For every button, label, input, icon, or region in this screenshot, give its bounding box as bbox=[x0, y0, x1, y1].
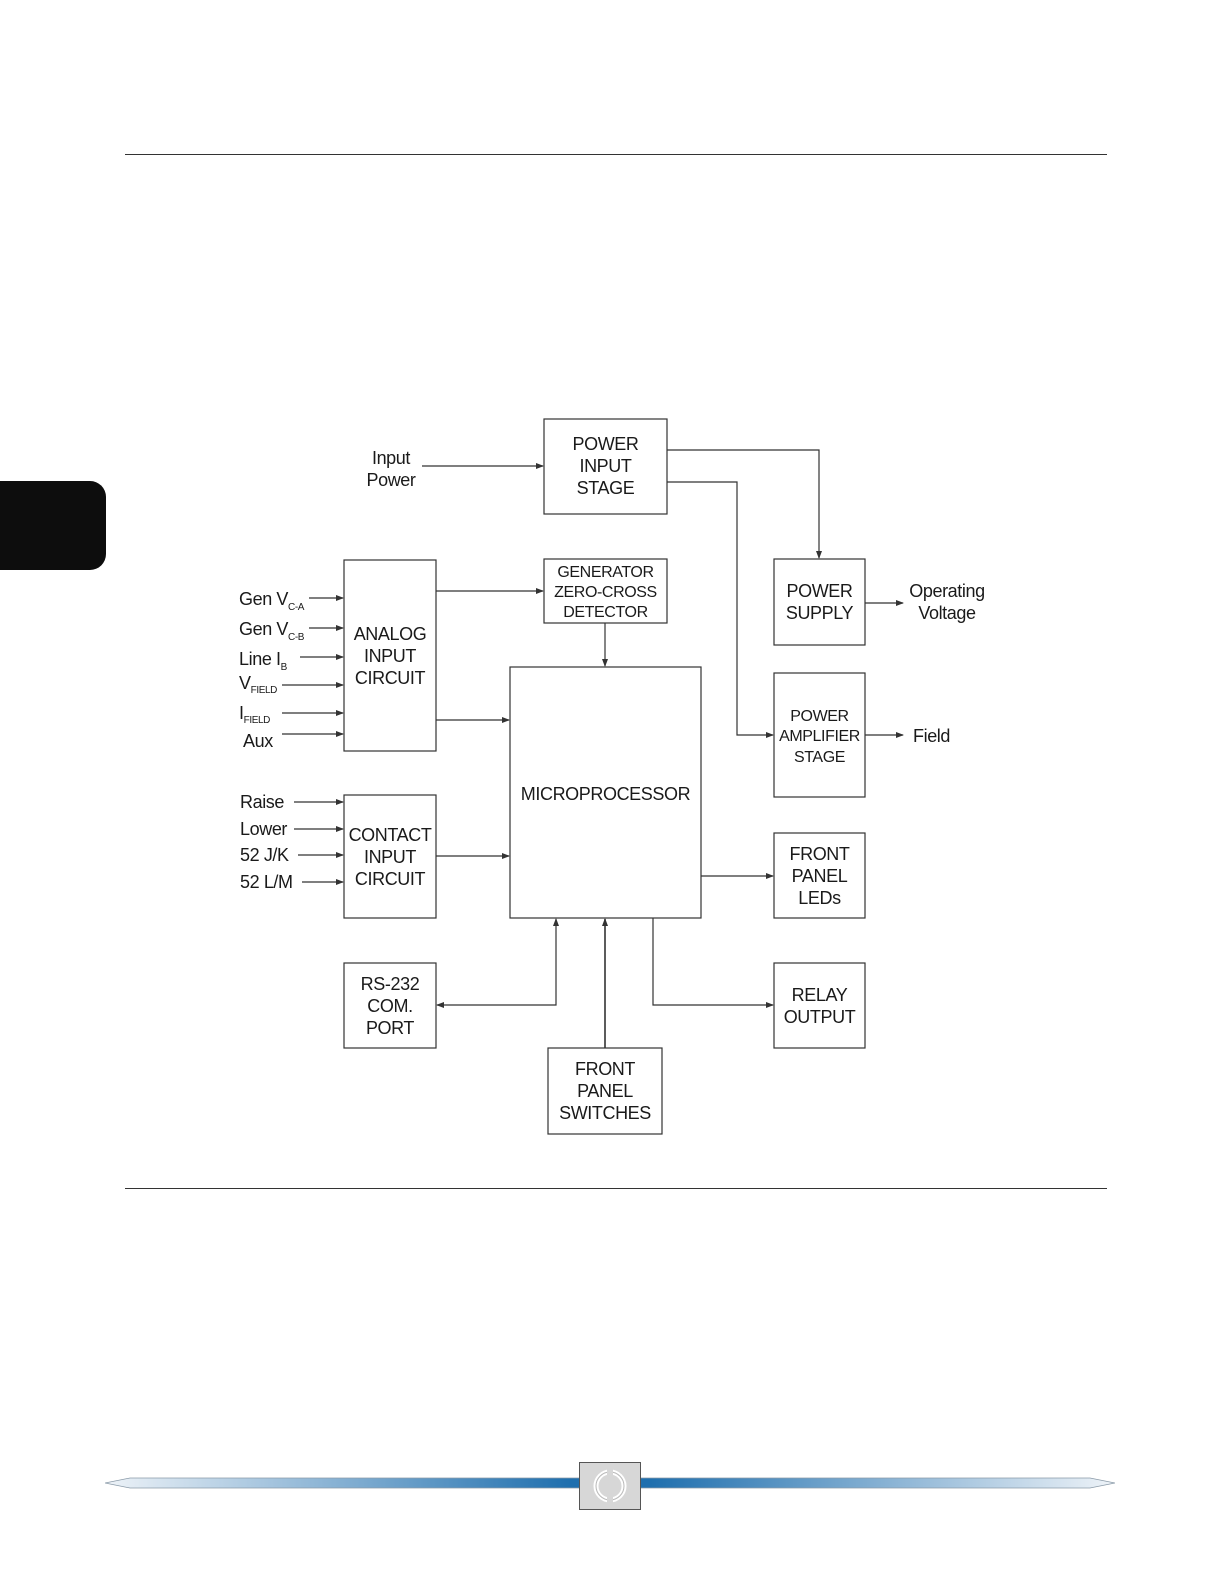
relay-output-block bbox=[774, 963, 865, 1048]
rs232-port-block bbox=[344, 963, 436, 1048]
contact-line-2: INPUT bbox=[363, 847, 417, 867]
gen-vca-label: Gen $V_{C-A}$ bbox=[239, 589, 305, 613]
rs232-line-3: PORT bbox=[365, 1018, 415, 1038]
power-input-stage-block bbox=[544, 419, 667, 514]
relay-line-2: OUTPUT bbox=[783, 1007, 856, 1027]
power-supply-block bbox=[774, 559, 865, 645]
vfield-label: $V_{FIELD}$ bbox=[239, 673, 277, 696]
lower-label: Lower bbox=[240, 819, 288, 839]
micro-to-relay bbox=[653, 918, 773, 1005]
microprocessor-block bbox=[510, 667, 701, 918]
rs232-line-1: RS-232 bbox=[360, 974, 420, 994]
relay-line-1: RELAY bbox=[791, 985, 848, 1005]
gen-vcb-label: Gen $V_{C-B}$ bbox=[239, 619, 305, 643]
bottom-rule bbox=[125, 1188, 1107, 1189]
rs232-line-2: COM. bbox=[367, 996, 413, 1016]
power-amp-line-1: POWER bbox=[790, 708, 849, 725]
ifield-label: $I_{FIELD}$ bbox=[239, 703, 270, 726]
power-input-line-2: INPUT bbox=[579, 456, 632, 476]
power-input-line-1: POWER bbox=[572, 434, 639, 454]
operating-voltage-label-1: Operating bbox=[909, 581, 985, 601]
zero-cross-line-3: DETECTOR bbox=[563, 604, 648, 621]
switches-line-2: PANEL bbox=[577, 1081, 633, 1101]
power-amp-line-2: AMPLIFIER bbox=[779, 728, 860, 745]
raise-label: Raise bbox=[240, 792, 285, 812]
leds-line-1: FRONT bbox=[789, 844, 850, 864]
micro-rs232-bidirectional bbox=[437, 919, 556, 1005]
contact-line-1: CONTACT bbox=[348, 825, 432, 845]
switches-line-3: SWITCHES bbox=[559, 1103, 651, 1123]
microprocessor-label: MICROPROCESSOR bbox=[520, 784, 691, 804]
contact-line-3: CIRCUIT bbox=[354, 869, 426, 889]
zero-cross-line-1: GENERATOR bbox=[557, 564, 654, 581]
power-supply-line-1: POWER bbox=[786, 581, 853, 601]
leds-line-3: LEDs bbox=[798, 888, 841, 908]
power-supply-line-2: SUPPLY bbox=[785, 603, 854, 623]
zero-cross-detector-block bbox=[544, 559, 667, 623]
front-panel-leds-block bbox=[774, 833, 865, 918]
input-power-label-2: Power bbox=[366, 470, 416, 490]
power-amplifier-stage-block bbox=[774, 673, 865, 797]
analog-line-1: ANALOG bbox=[353, 624, 427, 644]
operating-voltage-label-2: Voltage bbox=[918, 603, 976, 623]
field-label: Field bbox=[913, 726, 951, 746]
contact-input-circuit-block bbox=[344, 795, 436, 918]
power-input-line-3: STAGE bbox=[576, 478, 635, 498]
52jk-label: 52 J/K bbox=[240, 845, 289, 865]
analog-line-3: CIRCUIT bbox=[354, 668, 426, 688]
company-logo-icon bbox=[579, 1462, 641, 1510]
input-power-label-1: Input bbox=[371, 448, 411, 468]
analog-line-2: INPUT bbox=[363, 646, 417, 666]
zero-cross-line-2: ZERO-CROSS bbox=[554, 584, 657, 601]
power-amp-line-3: STAGE bbox=[793, 749, 846, 766]
line-ib-label: Line $I_B$ bbox=[239, 649, 287, 673]
leds-line-2: PANEL bbox=[791, 866, 848, 886]
52lm-label: 52 L/M bbox=[240, 872, 293, 892]
aux-label: Aux bbox=[243, 731, 273, 751]
analog-input-circuit-block bbox=[344, 560, 436, 751]
power-input-to-supply bbox=[667, 450, 819, 558]
switches-line-1: FRONT bbox=[575, 1059, 635, 1079]
front-panel-switches-block bbox=[548, 1048, 662, 1134]
